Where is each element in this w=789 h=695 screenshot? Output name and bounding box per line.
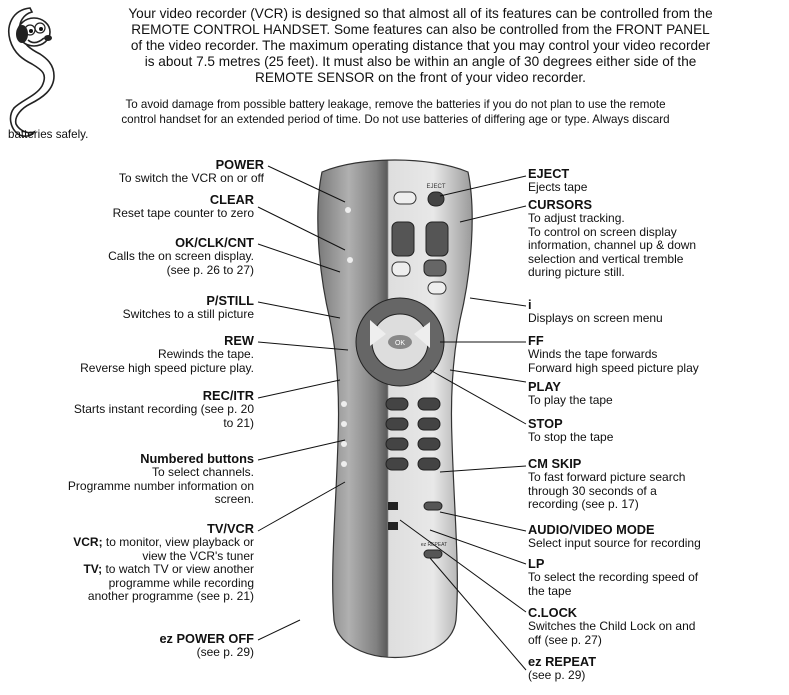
callout-title: EJECT	[528, 166, 570, 181]
callout-ez-repeat	[528, 655, 728, 683]
callout-desc: (see p. 29)	[528, 668, 586, 682]
callout-desc: during picture still.	[528, 265, 625, 279]
callout-title: ez REPEAT	[528, 654, 597, 669]
callout-desc: To select channels.	[151, 465, 254, 479]
callout-desc: Winds the tape forwards	[528, 347, 658, 361]
callout-desc: through 30 seconds of a	[528, 483, 657, 498]
callout-title: TV/VCR	[207, 521, 254, 536]
vcr-desc: to monitor, view playback or	[102, 535, 254, 549]
callout-title: OK/CLK/CNT	[175, 235, 254, 250]
callout-desc: Rewinds the tape.	[157, 347, 254, 361]
tv-desc: to watch TV or view another	[102, 562, 254, 576]
callout-title: CM SKIP	[528, 456, 582, 471]
intro-line: REMOTE CONTROL HANDSET. Some features can also be controlled from the FRONT PANEL	[131, 22, 710, 37]
callout-play	[528, 380, 778, 408]
callout-desc: To select the recording speed of	[528, 570, 699, 584]
callout-desc: programme while recording	[108, 575, 254, 590]
callout-desc: Calls the on screen display.	[108, 249, 254, 263]
note-line: To avoid damage from possible battery leakage, remove the batteries if you do not plan to use the remote	[125, 98, 666, 111]
callout-title: POWER	[215, 157, 264, 172]
callout-title: CLEAR	[209, 192, 254, 207]
callout-desc: off (see p. 27)	[528, 632, 602, 647]
callout-desc: Programme number information on	[67, 478, 254, 493]
callout-title: LP	[528, 556, 545, 571]
vcr-label: VCR;	[73, 535, 103, 549]
callout-rec-itr	[4, 389, 254, 430]
callout-title: PLAY	[528, 379, 561, 394]
callout-desc: Switches the Child Lock on and	[528, 619, 696, 633]
callout-title: STOP	[528, 416, 563, 431]
callout-desc: Reset tape counter to zero	[112, 206, 254, 220]
callout-desc: Reverse high speed picture play.	[80, 360, 254, 375]
callout-lp	[528, 557, 783, 598]
callout-title: AUDIO/VIDEO MODE	[528, 522, 655, 537]
callout-desc: recording (see p. 17)	[528, 497, 639, 511]
callout-desc: another programme (see p. 21)	[87, 589, 254, 603]
callout-desc: Select input source for recording	[528, 536, 701, 550]
callout-rew	[14, 334, 254, 375]
callout-desc: (see p. 29)	[196, 645, 254, 659]
callout-desc: To stop the tape	[528, 430, 614, 444]
callout-ok-clk-cnt	[34, 236, 254, 277]
callout-i	[528, 298, 778, 326]
callout-cursors	[528, 198, 778, 280]
callout-desc: Starts instant recording (see p. 20	[73, 402, 254, 416]
callout-title: ez POWER OFF	[159, 631, 254, 646]
note-line: control handset for an extended period of time. Do not use batteries of differing age or type. Always discard	[121, 113, 670, 126]
callout-cm-skip	[528, 457, 778, 512]
callout-desc: view the VCR's tuner	[142, 548, 254, 563]
callout-desc: selection and vertical tremble	[528, 251, 684, 266]
callout-title: CURSORS	[528, 197, 592, 212]
callout-tv-vcr	[4, 522, 254, 604]
callout-ez-power-off	[34, 632, 254, 660]
callout-desc: To adjust tracking.	[528, 211, 625, 225]
callout-desc: To switch the VCR on or off	[118, 171, 264, 185]
callout-numbered-buttons	[4, 452, 254, 507]
callout-c-lock	[528, 606, 783, 647]
callout-title: REW	[224, 333, 254, 348]
tv-label: TV;	[83, 562, 103, 576]
callout-title: P/STILL	[206, 293, 254, 308]
intro-line: REMOTE SENSOR on the front of your video recorder.	[255, 70, 586, 85]
callout-desc: information, channel up & down	[528, 238, 697, 252]
callout-desc: screen.	[214, 492, 254, 506]
callout-eject	[528, 167, 768, 195]
intro-line: is about 7.5 metres (25 feet). It must also be within an angle of 30 degrees either side of the	[144, 54, 697, 69]
callout-desc: To control on screen display	[528, 224, 677, 239]
callout-clear	[34, 193, 254, 221]
ok-key-label: OK	[394, 340, 406, 347]
callout-p-still	[34, 294, 254, 322]
note-line: batteries safely.	[8, 128, 89, 141]
callout-desc: To play the tape	[528, 393, 613, 407]
callout-stop	[528, 417, 778, 445]
callout-desc: Ejects tape	[528, 180, 588, 194]
callout-desc: Displays on screen menu	[528, 311, 663, 325]
callout-desc: (see p. 26 to 27)	[166, 262, 254, 277]
callout-desc: Forward high speed picture play	[528, 360, 699, 375]
callout-desc: to 21)	[223, 415, 254, 430]
callout-title: Numbered buttons	[140, 451, 254, 466]
eject-key-label: EJECT	[426, 184, 446, 190]
intro-line: of the video recorder. The maximum operating distance that you may control your video recorder	[130, 38, 711, 53]
callout-desc: To fast forward picture search	[528, 470, 686, 484]
intro-line: Your video recorder (VCR) is designed so that almost all of its features can be controlled from the	[128, 6, 713, 21]
repeat-key-label: ez REPEAT	[420, 542, 448, 548]
callout-ff	[528, 334, 783, 375]
callout-title: C.LOCK	[528, 605, 578, 620]
callout-desc: Switches to a still picture	[122, 307, 254, 321]
callout-title: FF	[528, 333, 544, 348]
callout-title: REC/ITR	[202, 388, 254, 403]
callout-title: i	[528, 297, 532, 312]
callout-desc: the tape	[528, 583, 572, 598]
callout-desc	[4, 536, 254, 550]
callout-audio-video-mode	[528, 523, 783, 551]
callout-power	[44, 158, 264, 186]
callout-desc	[4, 563, 254, 577]
